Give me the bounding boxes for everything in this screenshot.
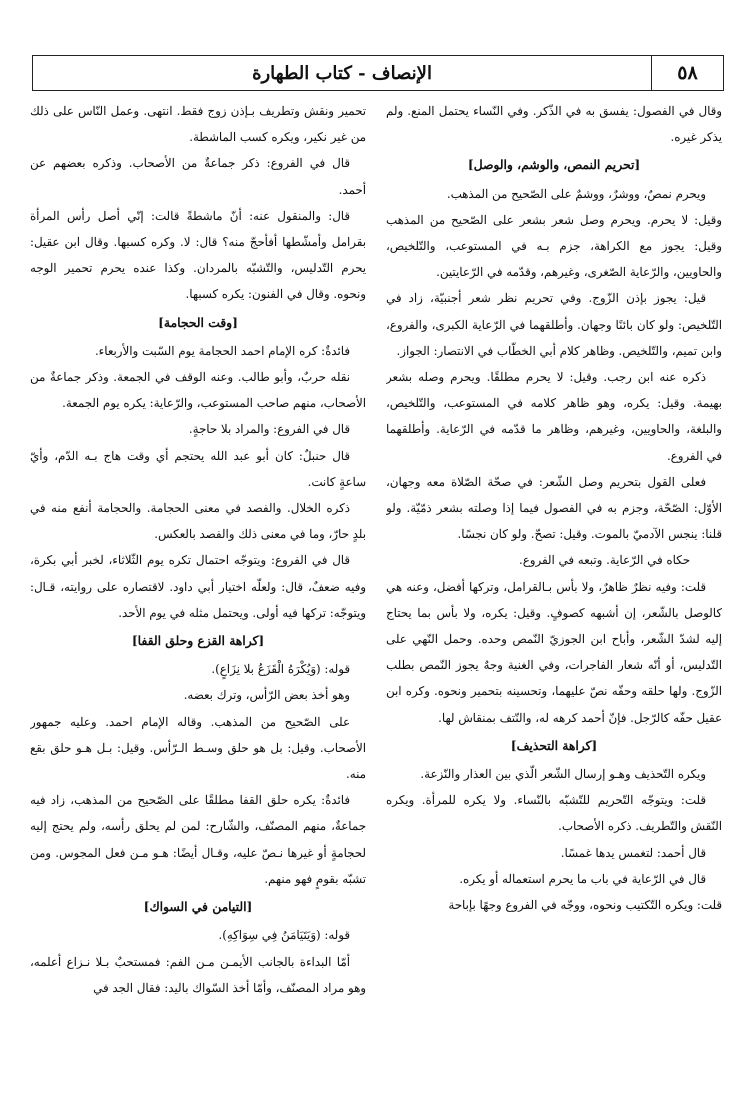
paragraph: قال حنبلٌ: كان أبو عبد الله يحتجم أي وقت هاج بـه الدّم، وأيّ ساعةٍ كانت. — [30, 448, 366, 489]
paragraph: قال في الرّعاية في باب ما يحرم استعماله أو يكره. — [459, 871, 706, 886]
section-heading: [وقت الحجامة] — [158, 314, 238, 330]
paragraph: قال في الفروع: ذكر جماعةٌ من الأصحاب. وذكره بعضهم عن أحمد. — [30, 156, 366, 197]
paragraph: وقال في الفصول: يفسق به في الذّكر. وفي النّساء يحتمل المنع. ولم يذكر غيره. — [386, 104, 722, 145]
page-number: ٥٨ — [651, 56, 723, 90]
section-heading: [كراهة التحذيف] — [510, 737, 598, 753]
right-column — [386, 98, 722, 1093]
paragraph: فائدةٌ: كره الإمام احمد الحجامة يوم السّبت والأربعاء. — [94, 343, 350, 358]
paragraph: قال في الفروع: ويتوجّه احتمال تكره يوم الثّلاثاء، لخبر أبي بكرة، وفيه ضعفٌ، قال: ولعلّه اختيار أبي داود. لاقتصاره على روايته، قـال: ويتوجّه: تركها فيه أولى. ويحتمل مثله في يوم الأحد. — [30, 553, 366, 620]
section-heading: [التيامن في السواك] — [143, 899, 253, 915]
paragraph: ويحرم نمصٌ، ووشرٌ، ووشمٌ على الصّحيح من المذهب. — [446, 186, 706, 201]
paragraph: على الصّحيح من المذهب. وقاله الإمام احمد. وعليه جمهور الأصحاب. وقيل: بل هو حلق وسـط الـرّأس. وقيل: بـل هـو حلق بقع منه. — [30, 714, 366, 782]
paragraph: قوله: (وَيَتَيَامَنُ فِي سِوَاكِهِ). — [218, 928, 350, 943]
paragraph: قال في الفروع: والمراد بلا حاجةٍ. — [188, 422, 350, 437]
paragraph: قال: والمنقول عنه: أنّ ماشطةً قالت: إنّي أصل رأس المرأة بقرامل وأمشّطها أفأحجّ منه؟ قال: لا. وكره كسبها. وقال ابن عقيل: يحرم التّدليس، والتّشبّه بالمردان. وكذا عنده يحرم تحمير الوجه ونحوه. وقال في الفنون: يكره كسبها. — [30, 208, 366, 302]
paragraph: وقيل: لا يحرم. ويحرم وصل شعر بشعر على الصّحيح من المذهب وقيل: يجوز مع الكراهة، جزم بـه في المستوعب، والتّلخيص، والحاويين، والرّعاية الصّغرى، وغيرهم، وقدّمه في الرّعايتين. — [386, 212, 722, 280]
section-heading: [كراهة القزع وحلق القفا] — [131, 633, 265, 649]
paragraph: وهو أخذ بعض الرّأس، وترك بعضه. — [183, 688, 350, 703]
paragraph: قلت: وفيه نظرٌ ظاهرٌ، ولا بأس بـالقرامل، وتركها أفضل، وعنه هي كالوصل بالشّعر، إن أشبهه كصوفٍ. وقيل: يكره، ولا بأس بما يحتاج إليه لشدّ الشّعر، وأباح ابن الجوزيّ النّمص وحده. وحمل النّهي على التّدليس، أو أنّه شعار الفاجرات، وفي الغنية وجهٌ يجوز النّمص بطلب الزّوج. ولها حلقه وحفّه نصّ عليهما، وتحسينه بتحمير ونحوه. وكره ابن عقيل حفّه كالرّجل. فإنّ أحمد كرهه له، والنّتف بمنقاش لها. — [386, 579, 722, 725]
left-column — [30, 98, 366, 1093]
paragraph: قلت: ويتوجّه التّحريم للتّشبّه بالنّساء. ولا يكره للمرأة. ويكره النّقش والتّطريف. ذكره الأصحاب. — [386, 793, 722, 834]
paragraph: حكاه في الرّعاية. وتبعه في الفروع. — [518, 553, 690, 568]
paragraph: ذكره عنه ابن رجب. وقيل: لا يحرم مطلقًا. ويحرم وصله بشعر بهيمة. وقيل: يكره، وهو ظاهر كلامه في المستوعب، والتّلخيص، والبلغة، والحاويين، وغيرهم، وظاهر ما قدّمه في الرّعاية. وأطلقهما في الفروع. — [386, 370, 722, 463]
page-header — [32, 55, 724, 91]
paragraph: تحمير ونقش وتطريف بـإذن زوج فقط. انتهى. وعمل النّاس على ذلك من غير نكير، ويكره كسب الماشطة. — [30, 104, 366, 145]
paragraph: أمّا البداءة بالجانب الأيمـن مـن الفم: فمستحبٌ بـلا نـزاع أعلمه، وهو مراد المصنّف، وأمّا أخذ السّواك باليد: فقال الجد في — [30, 954, 366, 995]
paragraph: نقله حربٌ، وأبو طالب. وعنه الوقف في الجمعة. وذكر جماعةٌ من الأصحاب، منهم صاحب المستوعب، والرّعاية: يكره يوم الجمعة. — [30, 370, 366, 411]
paragraph: فعلى القول بتحريم وصل الشّعر: في صحّة الصّلاة معه وجهان، الأوّل: الصّحّة، وجزم به في الفصول فيما إذا وصلته بشعر ذمّيّة. ولو قلنا: ينجس الآدميّ بالموت. وقيل: تصحّ. ولو كان نجسًا. — [386, 474, 722, 542]
paragraph: ويكره التّحذيف وهـو إرسال الشّعر الّذي بين العذار والنّزعة. — [420, 767, 706, 782]
paragraph: فائدةٌ: يكره حلق القفا مطلقًا على الصّحيح من المذهب، زاد فيه جماعةٌ، منهم المصنّف، والشّارح: لمن لم يحلق رأسه، ولم يحتج إليه لحجامةٍ أو غيرها نـصّ عليه، وقـال أيضًا: هـو مـن فعل المجوس. ومن تشبّه بقومٍ فهو منهم. — [30, 793, 366, 886]
running-title: الإنصاف - كتاب الطهارة — [252, 62, 432, 84]
paragraph: قيل: يجوز بإذن الزّوج. وفي تحريم نظر شعر أجنبيّة، زاد في التّلخيص: ولو كان بائنًا وجهان. وأطلقهما في الرّعاية الكبرى، والفروع، وابن تميم، والتّلخيص. وظاهر كلام أبي الخطّاب في الانتصار: الجواز. — [386, 291, 722, 358]
paragraph: قوله: (وَيُكْرَهُ الْقَزَعُ بلا نِزَاعٍ). — [211, 662, 350, 677]
section-heading: [تحريم النمص، والوشم، والوصل] — [467, 157, 641, 173]
paragraph: قال أحمد: لتغمس يدها غمسًا. — [560, 845, 706, 860]
paragraph: قلت: ويكره التّكتيب ونحوه، ووجّه في الفروع وجهًا بإباحة — [448, 898, 722, 913]
paragraph: ذكره الخلال. والفصد في معنى الحجامة. والحجامة أنفع منه في بلدٍ حارّ، وما في معنى ذلك والفصد بالعكس. — [30, 501, 366, 542]
